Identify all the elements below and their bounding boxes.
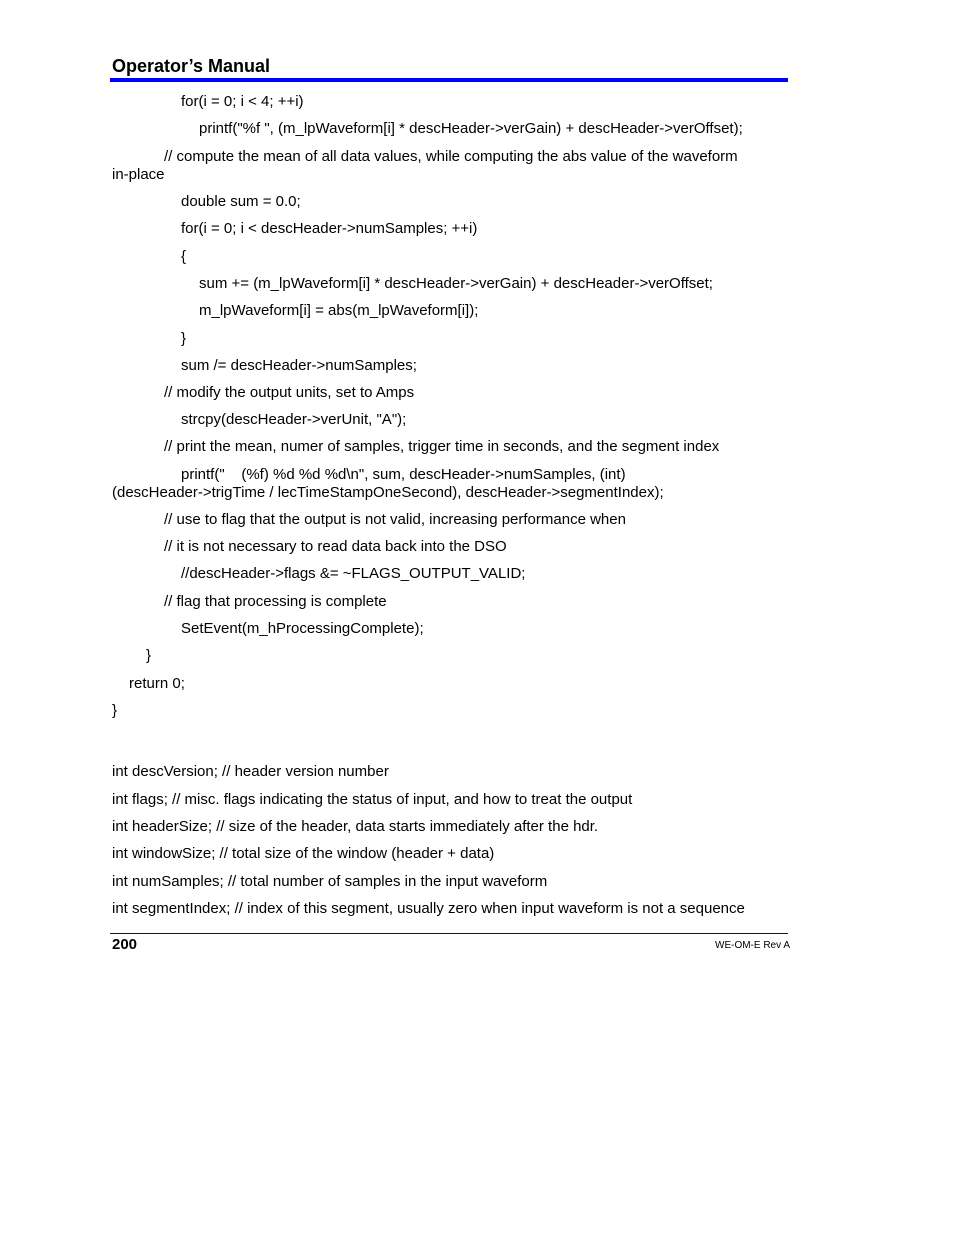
struct-field-line: int headerSize; // size of the header, data starts immediately after the hdr. <box>112 818 599 835</box>
code-line: printf(" (%f) %d %d %d\n", sum, descHeader->numSamples, (int) <box>181 466 626 483</box>
struct-field-line: int flags; // misc. flags indicating the status of input, and how to treat the output <box>112 791 633 808</box>
code-line: strcpy(descHeader->verUnit, "A"); <box>181 411 407 428</box>
struct-field-line: int descVersion; // header version number <box>112 763 389 780</box>
code-comment-line: in-place <box>112 166 165 183</box>
struct-field-line: int segmentIndex; // index of this segment, usually zero when input waveform is not a sequence <box>112 900 745 917</box>
code-line: //descHeader->flags &= ~FLAGS_OUTPUT_VALID; <box>181 565 526 582</box>
code-line: } <box>112 702 118 719</box>
code-comment-line: // flag that processing is complete <box>164 593 387 610</box>
code-line: sum += (m_lpWaveform[i] * descHeader->verGain) + descHeader->verOffset; <box>199 275 713 292</box>
code-line: { <box>181 248 187 265</box>
code-line: return 0; <box>129 675 185 692</box>
document-id: WE-OM-E Rev A <box>715 940 791 951</box>
code-line: } <box>146 647 152 664</box>
code-line: m_lpWaveform[i] = abs(m_lpWaveform[i]); <box>199 302 479 319</box>
footer-rule <box>110 933 788 934</box>
code-line: sum /= descHeader->numSamples; <box>181 357 417 374</box>
code-line: } <box>181 330 187 347</box>
code-comment-line: // print the mean, numer of samples, trigger time in seconds, and the segment index <box>164 438 720 455</box>
header-rule <box>110 78 788 82</box>
code-line: printf("%f ", (m_lpWaveform[i] * descHeader->verGain) + descHeader->verOffset); <box>199 120 743 137</box>
code-line: for(i = 0; i < descHeader->numSamples; ++i) <box>181 220 478 237</box>
code-comment-line: // compute the mean of all data values, while computing the abs value of the waveform <box>164 148 738 165</box>
code-line: double sum = 0.0; <box>181 193 301 210</box>
code-comment-line: // use to flag that the output is not valid, increasing performance when <box>164 511 626 528</box>
code-line: SetEvent(m_hProcessingComplete); <box>181 620 424 637</box>
code-line: for(i = 0; i < 4; ++i) <box>181 93 304 110</box>
code-comment-line: // it is not necessary to read data back into the DSO <box>164 538 507 555</box>
page-number: 200 <box>112 936 138 953</box>
struct-field-line: int windowSize; // total size of the window (header + data) <box>112 845 495 862</box>
code-comment-line: // modify the output units, set to Amps <box>164 384 415 401</box>
struct-field-line: int numSamples; // total number of samples in the input waveform <box>112 873 548 890</box>
page-header-title: Operator’s Manual <box>112 56 271 76</box>
code-line: (descHeader->trigTime / lecTimeStampOneSecond), descHeader->segmentIndex); <box>112 484 664 501</box>
